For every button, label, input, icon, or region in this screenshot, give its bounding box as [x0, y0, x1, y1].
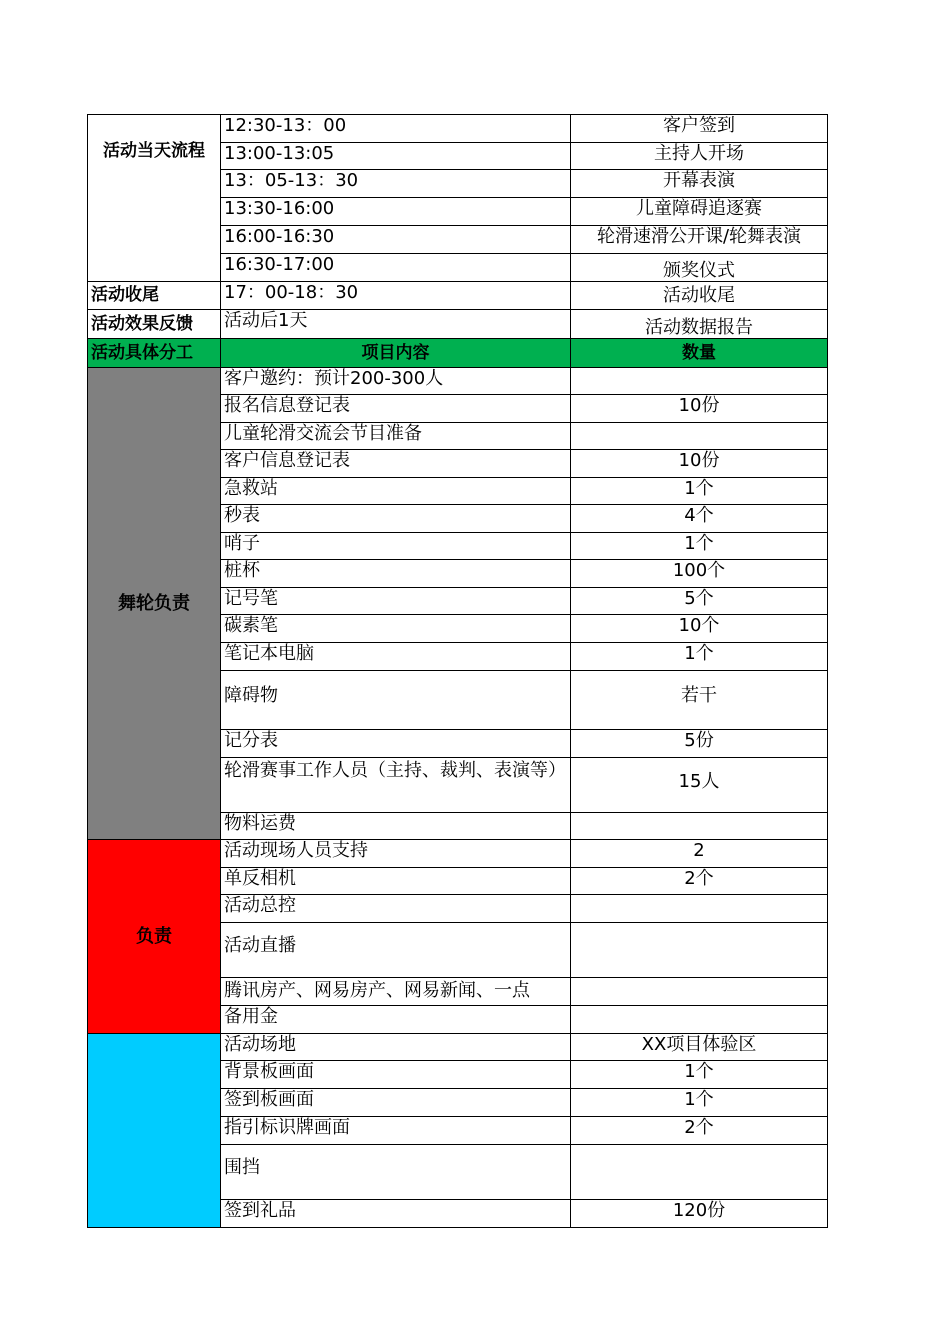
task-qty-cell [570, 449, 828, 478]
task-qty-cell [570, 1005, 828, 1034]
task-content-cell [220, 894, 571, 923]
task-content-text: 急救站 [224, 478, 278, 499]
feedback-row-label [87, 309, 221, 339]
close-row-label-text: 活动收尾 [91, 285, 159, 305]
task-qty-cell [570, 422, 828, 450]
flow-item-cell [570, 114, 828, 143]
feedback-item-cell [570, 309, 828, 339]
task-qty-text: 4个 [684, 505, 714, 526]
task-qty-cell [570, 729, 828, 758]
task-qty-text: 若干 [681, 684, 717, 706]
group-label-wulun [87, 367, 221, 840]
task-qty-cell [570, 394, 828, 423]
flow-time-cell [220, 225, 571, 254]
task-content-cell [220, 559, 571, 588]
flow-item-cell [570, 253, 828, 282]
close-row-label [87, 281, 221, 310]
task-content-cell [220, 1033, 571, 1061]
flow-time-cell [220, 142, 571, 170]
task-qty-text: 1个 [684, 1089, 714, 1110]
task-content-cell [220, 422, 571, 450]
task-content-cell [220, 1005, 571, 1034]
flow-item-text: 主持人开场 [654, 143, 744, 164]
task-qty-cell [570, 670, 828, 730]
flow-time-text: 16:30-17:00 [224, 254, 335, 275]
task-qty-cell [570, 1116, 828, 1145]
task-qty-text: 120份 [672, 1200, 726, 1221]
task-qty-text: 100个 [672, 560, 726, 581]
flow-item-cell [570, 225, 828, 254]
task-qty-cell [570, 1033, 828, 1061]
task-content-cell [220, 449, 571, 478]
flow-item-cell [570, 197, 828, 226]
task-qty-text: 10份 [678, 450, 720, 471]
task-qty-cell [570, 1088, 828, 1117]
task-qty-cell [570, 532, 828, 560]
flow-item-cell [570, 169, 828, 198]
task-qty-text: 2个 [684, 1117, 714, 1138]
task-content-cell [220, 614, 571, 643]
flow-section-label-text: 活动当天流程 [103, 141, 205, 161]
task-content-text: 指引标识牌画面 [224, 1117, 350, 1138]
task-content-text: 碳素笔 [224, 615, 278, 636]
task-qty-cell [570, 839, 828, 868]
header-content-text: 项目内容 [361, 342, 430, 363]
flow-item-text: 轮滑速滑公开课/轮舞表演 [596, 226, 802, 247]
task-content-text: 桩杯 [224, 560, 260, 581]
feedback-item-text: 活动数据报告 [645, 317, 753, 338]
feedback-time-text: 活动后1天 [224, 310, 308, 331]
task-content-cell [220, 367, 571, 395]
task-content-text: 报名信息登记表 [224, 395, 350, 416]
task-qty-text: 15人 [678, 770, 720, 792]
header-qty-cell [570, 338, 828, 368]
task-content-text: 活动总控 [224, 895, 296, 916]
task-content-cell [220, 1199, 571, 1228]
flow-time-text: 16:00-16:30 [224, 226, 335, 247]
flow-section-label [87, 114, 221, 282]
task-content-text: 活动场地 [224, 1034, 296, 1055]
task-qty-text: 1个 [684, 533, 714, 554]
task-content-cell [220, 922, 571, 978]
flow-time-text: 12:30-13：00 [224, 115, 347, 136]
close-time-text: 17：00-18：30 [224, 282, 359, 303]
task-content-text: 儿童轮滑交流会节目准备 [224, 423, 422, 444]
feedback-time-cell [220, 309, 571, 339]
flow-time-cell [220, 169, 571, 198]
task-content-cell [220, 839, 571, 868]
task-content-text: 备用金 [224, 1006, 278, 1027]
task-content-cell [220, 1116, 571, 1145]
task-qty-cell [570, 1144, 828, 1200]
task-content-text: 记分表 [224, 730, 278, 751]
task-qty-text: 1个 [684, 1061, 714, 1082]
group-label-text: 负责 [136, 926, 172, 947]
close-item-cell [570, 281, 828, 310]
task-content-text: 秒表 [224, 505, 260, 526]
task-qty-cell [570, 757, 828, 813]
group-label-fuze [87, 839, 221, 1034]
group-label-text: 舞轮负责 [118, 593, 190, 614]
task-content-cell [220, 477, 571, 505]
task-qty-text: XX项目体验区 [641, 1034, 757, 1055]
task-qty-cell [570, 922, 828, 978]
task-content-cell [220, 670, 571, 730]
task-content-cell [220, 1088, 571, 1117]
task-qty-cell [570, 812, 828, 840]
task-content-cell [220, 587, 571, 615]
task-content-text: 轮滑赛事工作人员（主持、裁判、表演等） [224, 760, 566, 781]
task-content-text: 客户邀约：预计200-300人 [224, 368, 444, 389]
task-content-cell [220, 642, 571, 671]
task-content-text: 物料运费 [224, 813, 296, 834]
header-content-cell [220, 338, 571, 368]
close-item-text: 活动收尾 [663, 285, 735, 306]
task-content-cell [220, 729, 571, 758]
task-content-cell [220, 1144, 571, 1200]
task-qty-cell [570, 477, 828, 505]
task-qty-cell [570, 977, 828, 1006]
flow-time-text: 13：05-13：30 [224, 170, 359, 191]
task-content-text: 记号笔 [224, 588, 278, 609]
task-content-cell [220, 867, 571, 895]
task-qty-text: 10份 [678, 395, 720, 416]
task-qty-cell [570, 504, 828, 533]
task-content-text: 笔记本电脑 [224, 643, 314, 664]
task-qty-text: 2个 [684, 868, 714, 889]
task-qty-cell [570, 367, 828, 395]
task-content-text: 单反相机 [224, 868, 296, 889]
task-content-text: 签到板画面 [224, 1089, 314, 1110]
task-qty-text: 1个 [684, 478, 714, 499]
flow-item-text: 颁奖仪式 [663, 260, 735, 281]
group-label-blue [87, 1033, 221, 1228]
task-content-text: 签到礼品 [224, 1200, 296, 1221]
task-qty-cell [570, 867, 828, 895]
task-qty-cell [570, 1060, 828, 1089]
task-content-text: 腾讯房产、网易房产、网易新闻、一点 [224, 980, 530, 1001]
task-qty-text: 5份 [684, 730, 714, 751]
task-content-text: 障碍物 [224, 684, 278, 706]
task-content-cell [220, 504, 571, 533]
task-content-cell [220, 1060, 571, 1089]
task-content-text: 客户信息登记表 [224, 450, 350, 471]
task-qty-cell [570, 587, 828, 615]
task-qty-text: 1个 [684, 643, 714, 664]
task-content-text: 背景板画面 [224, 1061, 314, 1082]
flow-time-text: 13:30-16:00 [224, 198, 335, 219]
task-content-cell [220, 394, 571, 423]
task-content-text: 哨子 [224, 533, 260, 554]
task-qty-cell [570, 559, 828, 588]
task-content-cell [220, 757, 571, 813]
header-qty-text: 数量 [682, 342, 716, 363]
task-qty-cell [570, 1199, 828, 1228]
task-content-text: 活动现场人员支持 [224, 840, 368, 861]
task-qty-text: 10个 [678, 615, 720, 636]
header-label-text: 活动具体分工 [91, 342, 193, 363]
flow-time-cell [220, 114, 571, 143]
task-content-text: 活动直播 [224, 934, 296, 956]
flow-time-cell [220, 197, 571, 226]
header-label-cell [87, 338, 221, 368]
flow-time-text: 13:00-13:05 [224, 143, 335, 164]
task-qty-text: 5个 [684, 588, 714, 609]
task-qty-cell [570, 894, 828, 923]
close-time-cell [220, 281, 571, 310]
flow-item-cell [570, 142, 828, 170]
task-qty-cell [570, 642, 828, 671]
task-content-cell [220, 977, 571, 1006]
task-content-text: 围挡 [224, 1156, 260, 1178]
flow-item-text: 开幕表演 [663, 170, 735, 191]
task-content-cell [220, 532, 571, 560]
task-qty-text: 2 [693, 840, 705, 861]
flow-item-text: 客户签到 [663, 115, 735, 136]
feedback-row-label-text: 活动效果反馈 [91, 313, 193, 334]
flow-time-cell [220, 253, 571, 282]
task-qty-cell [570, 614, 828, 643]
task-content-cell [220, 812, 571, 840]
flow-item-text: 儿童障碍追逐赛 [636, 198, 762, 219]
